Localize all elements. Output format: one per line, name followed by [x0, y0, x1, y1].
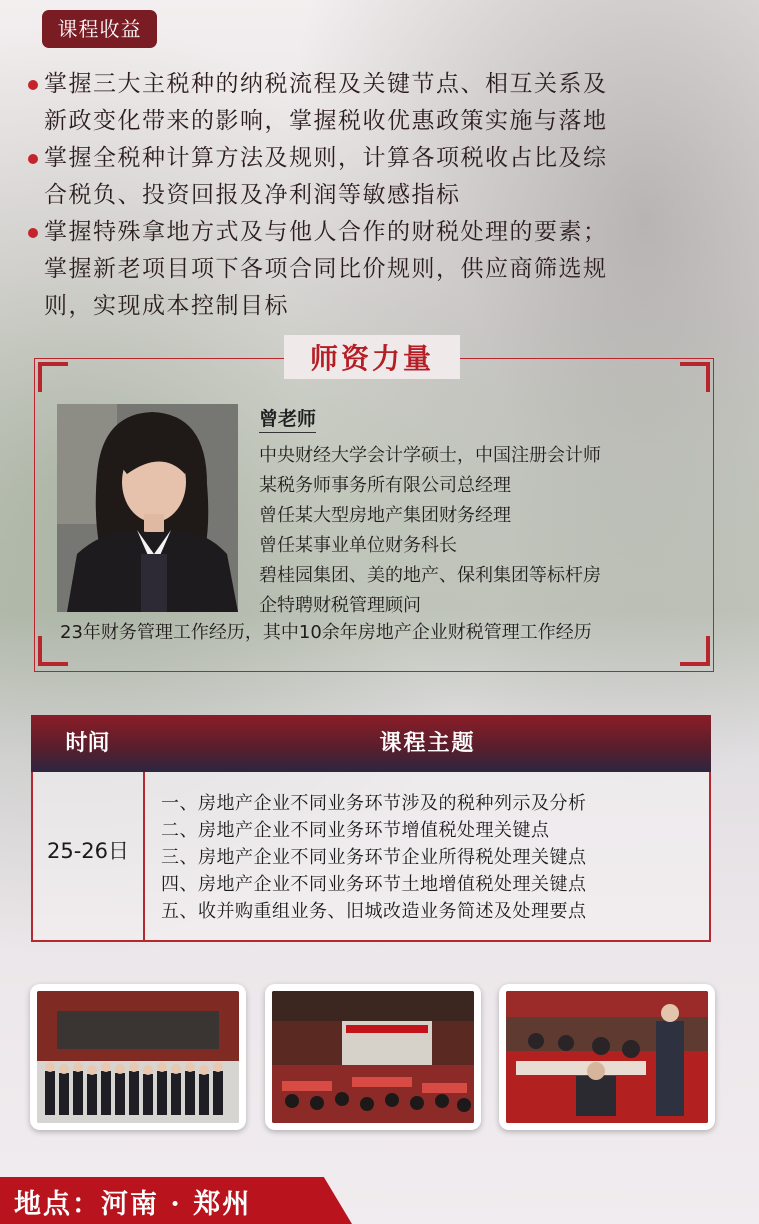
benefit-line: 则，实现成本控制目标	[44, 293, 289, 319]
benefit-line: 掌握全税种计算方法及规则，计算各项税收占比及综	[44, 145, 608, 171]
benefits-list	[26, 66, 716, 325]
group-photo-icon	[37, 991, 239, 1123]
teacher-summary: 23年财务管理工作经历，其中10余年房地产企业财税管理工作经历	[60, 622, 592, 643]
topic-item: 三、房地产企业不同业务环节企业所得税处理关键点	[161, 847, 587, 868]
topic-item: 四、房地产企业不同业务环节土地增值税处理关键点	[161, 874, 587, 895]
bullet-icon	[28, 80, 38, 90]
schedule-topics	[161, 790, 706, 925]
benefit-line: 掌握特殊拿地方式及与他人合作的财税处理的要素；	[44, 219, 608, 245]
bio-line: 中央财经大学会计学硕士，中国注册会计师	[259, 445, 601, 466]
bio-line: 曾任某大型房地产集团财务经理	[259, 505, 511, 526]
schedule-date: 25-26日	[46, 839, 130, 863]
table-divider	[143, 772, 145, 942]
benefit-line: 新政变化带来的影响，掌握税收优惠政策实施与落地	[44, 108, 608, 134]
classroom-photo-icon	[272, 991, 474, 1123]
benefit-item	[26, 66, 716, 140]
event-photo-classroom	[265, 984, 481, 1130]
topic-item: 一、房地产企业不同业务环节涉及的税种列示及分析	[161, 793, 587, 814]
benefit-item	[26, 214, 716, 325]
bio-line: 曾任某事业单位财务科长	[259, 535, 457, 556]
header-topic: 课程主题	[379, 730, 476, 756]
frame-corner	[680, 362, 710, 392]
bio-line: 企特聘财税管理顾问	[259, 595, 421, 616]
teacher-photo	[57, 404, 238, 612]
benefit-line: 掌握三大主税种的纳税流程及关键节点、相互关系及	[44, 71, 608, 97]
header-time: 时间	[65, 730, 110, 756]
benefit-item	[26, 140, 716, 214]
event-photo-group	[30, 984, 246, 1130]
bullet-icon	[28, 154, 38, 164]
teacher-bio	[259, 441, 689, 621]
benefit-line: 合税负、投资回报及净利润等敏感指标	[44, 182, 461, 208]
teacher-portrait-icon	[57, 404, 238, 612]
bio-line: 某税务师事务所有限公司总经理	[259, 475, 511, 496]
teacher-name: 曾老师	[259, 404, 316, 433]
bullet-icon	[28, 228, 38, 238]
topic-item: 五、收并购重组业务、旧城改造业务简述及处理要点	[161, 901, 587, 922]
lecture-photo-icon	[506, 991, 708, 1123]
bio-line: 碧桂园集团、美的地产、保利集团等标杆房	[259, 565, 601, 586]
benefit-line: 掌握新老项目项下各项合同比价规则，供应商筛选规	[44, 256, 608, 282]
benefits-badge: 课程收益	[42, 10, 157, 48]
teacher-section-title: 师资力量	[309, 342, 434, 375]
event-photo-lecture	[499, 984, 715, 1130]
frame-corner	[38, 362, 68, 392]
topic-item: 二、房地产企业不同业务环节增值税处理关键点	[161, 820, 550, 841]
location-text: 地点：河南 · 郑州	[14, 1189, 252, 1220]
